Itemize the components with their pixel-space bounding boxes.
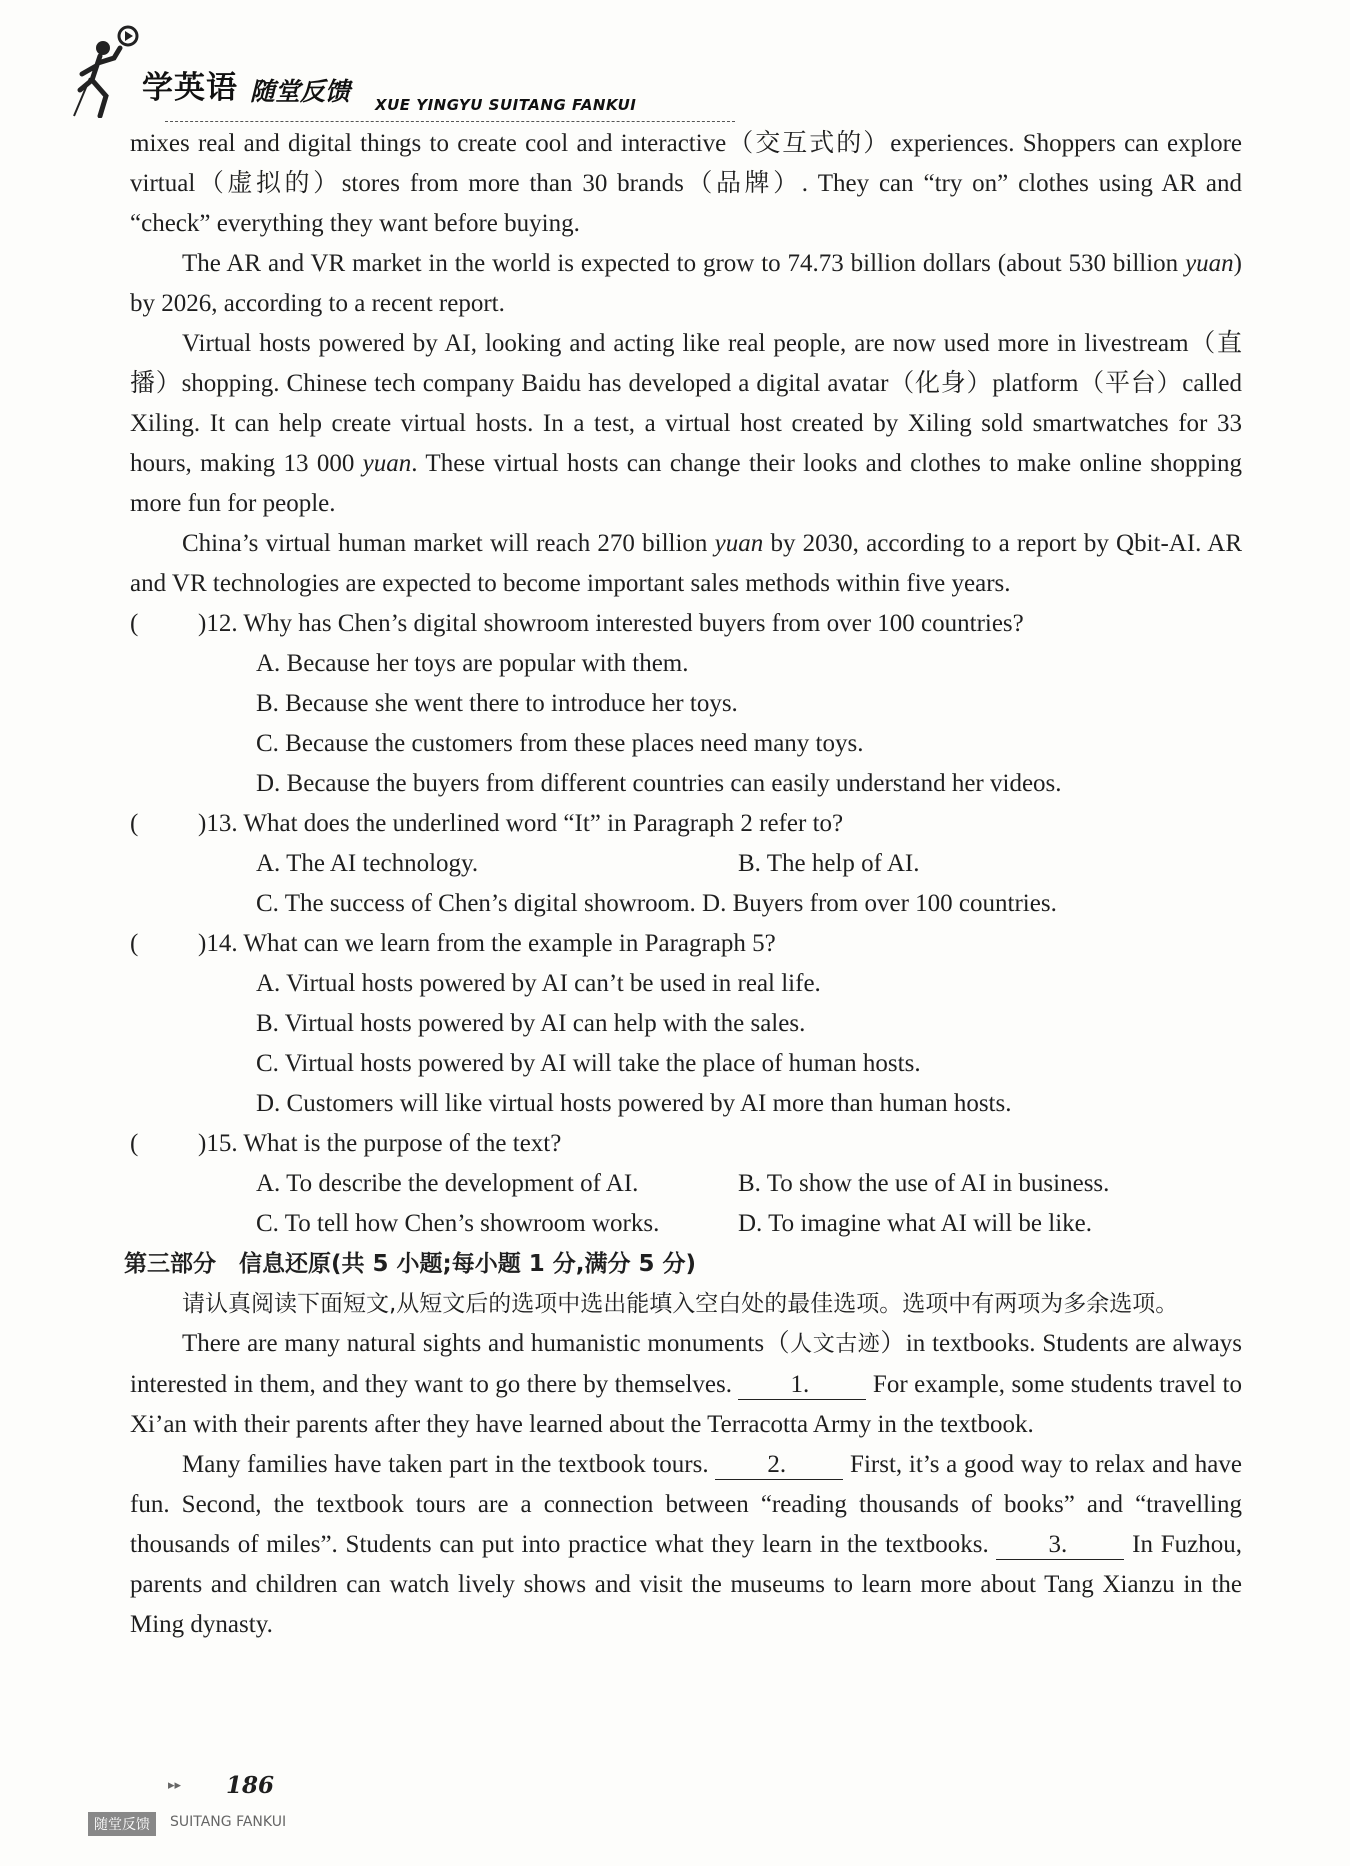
passage-paragraph-2: The AR and VR market in the world is expected to grow to 74.73 billion dollars (about 530 billion yuan) by 2026, according to a recent report.	[130, 250, 1242, 317]
page-content	[124, 124, 1243, 1645]
section-3-paragraph-1: There are many natural sights and humanistic monuments（人文古迹）in textbooks. Students are always interested in them, and they want to go there by themselves. 1. For example, some students travel to Xi’an with their parents after they have learned about the Terracotta Army in the textbook.	[130, 1330, 1242, 1438]
answer-bracket[interactable]: (	[130, 1130, 139, 1157]
option-b: B. Because she went there to introduce her toys.	[256, 690, 738, 717]
question-15	[130, 1124, 1242, 1244]
question-stem: )14. What can we learn from the example in Paragraph 5?	[198, 930, 776, 957]
section-3-paragraph-2: Many families have taken part in the textbook tours. 2. First, it’s a good way to relax and have fun. Second, the textbook tours are a connection between “reading thousands of books” and “travelling thousands of miles”. Students can put into practice what they learn in the textbooks. 3. In Fuzhou, parents and children can watch lively shows and visit the museums to learn more about Tang Xianzu in the Ming dynasty.	[130, 1451, 1242, 1638]
runner-logo-icon	[70, 18, 150, 118]
arrow-icon: ▸▸	[168, 1778, 182, 1793]
question-14	[130, 924, 1242, 1124]
option-a: A. Virtual hosts powered by AI can’t be used in real life.	[256, 970, 821, 997]
section-3-instruction: 请认真阅读下面短文,从短文后的选项中选出能填入空白处的最佳选项。选项中有两项为多余选项。	[182, 1291, 1179, 1317]
blank-1[interactable]: 1.	[738, 1371, 866, 1400]
option-a: A. To describe the development of AI.	[256, 1170, 639, 1197]
option-b: B. The help of AI.	[738, 850, 920, 877]
footer-label-en: SUITANG FANKUI	[170, 1814, 287, 1830]
option-c: C. To tell how Chen’s showroom works.	[256, 1210, 660, 1237]
question-12	[130, 604, 1242, 804]
page-header	[70, 18, 670, 118]
option-d: D. Customers will like virtual hosts powered by AI more than human hosts.	[256, 1090, 1012, 1117]
brand-title-en: XUE YINGYU SUITANG FANKUI	[375, 96, 637, 114]
brand-subtitle-cn: 随堂反馈	[250, 77, 351, 106]
answer-bracket[interactable]: (	[130, 930, 139, 957]
option-c: C. Virtual hosts powered by AI will take the place of human hosts.	[256, 1050, 921, 1077]
option-c: C. The success of Chen’s digital showroom.	[256, 890, 696, 917]
blank-3[interactable]: 3.	[996, 1531, 1124, 1560]
option-b: B. Virtual hosts powered by AI can help with the sales.	[256, 1010, 806, 1037]
option-d: D. Because the buyers from different countries can easily understand her videos.	[256, 770, 1062, 797]
option-a: A. The AI technology.	[256, 850, 479, 877]
page-footer	[88, 1772, 348, 1842]
passage-paragraph-1: mixes real and digital things to create cool and interactive（交互式的）experiences. Shoppers can explore virtual（虚拟的）stores from more than 30 brands（品牌）. They can “try on” clothes using AR and “check” everything they want before buying.	[130, 130, 1242, 237]
question-stem: )15. What is the purpose of the text?	[198, 1130, 562, 1157]
passage-paragraph-4: China’s virtual human market will reach 270 billion yuan by 2030, according to a report by Qbit-AI. AR and VR technologies are expected to become important sales methods within five years.	[130, 530, 1243, 597]
brand-title-cn: 学英语	[142, 70, 238, 106]
option-d: D. Buyers from over 100 countries.	[702, 890, 1057, 917]
option-d: D. To imagine what AI will be like.	[738, 1210, 1092, 1237]
option-a: A. Because her toys are popular with them.	[256, 650, 689, 677]
options-c-d	[130, 884, 1242, 924]
answer-bracket[interactable]: (	[130, 610, 139, 637]
section-3-title: 第三部分 信息还原(共 5 小题;每小题 1 分,满分 5 分)	[124, 1251, 697, 1277]
option-c: C. Because the customers from these places need many toys.	[256, 730, 864, 757]
footer-label-cn: 随堂反馈	[88, 1812, 156, 1836]
passage-paragraph-3: Virtual hosts powered by AI, looking and acting like real people, are now used more in livestream（直播）shopping. Chinese tech company Baidu has developed a digital avatar（化身）platform（平台）called Xiling. It can help create virtual hosts. In a test, a virtual host created by Xiling sold smartwatches for 33 hours, making 13 000 yuan. These virtual hosts can change their looks and clothes to make online shopping more fun for people.	[130, 330, 1243, 517]
question-stem: )12. Why has Chen’s digital showroom interested buyers from over 100 countries?	[198, 610, 1024, 637]
answer-bracket[interactable]: (	[130, 810, 139, 837]
question-13	[130, 804, 1242, 924]
option-b: B. To show the use of AI in business.	[738, 1170, 1110, 1197]
page-number: 186	[226, 1772, 275, 1799]
blank-2[interactable]: 2.	[715, 1451, 843, 1480]
question-stem: )13. What does the underlined word “It” in Paragraph 2 refer to?	[198, 810, 844, 837]
header-divider	[165, 121, 735, 122]
